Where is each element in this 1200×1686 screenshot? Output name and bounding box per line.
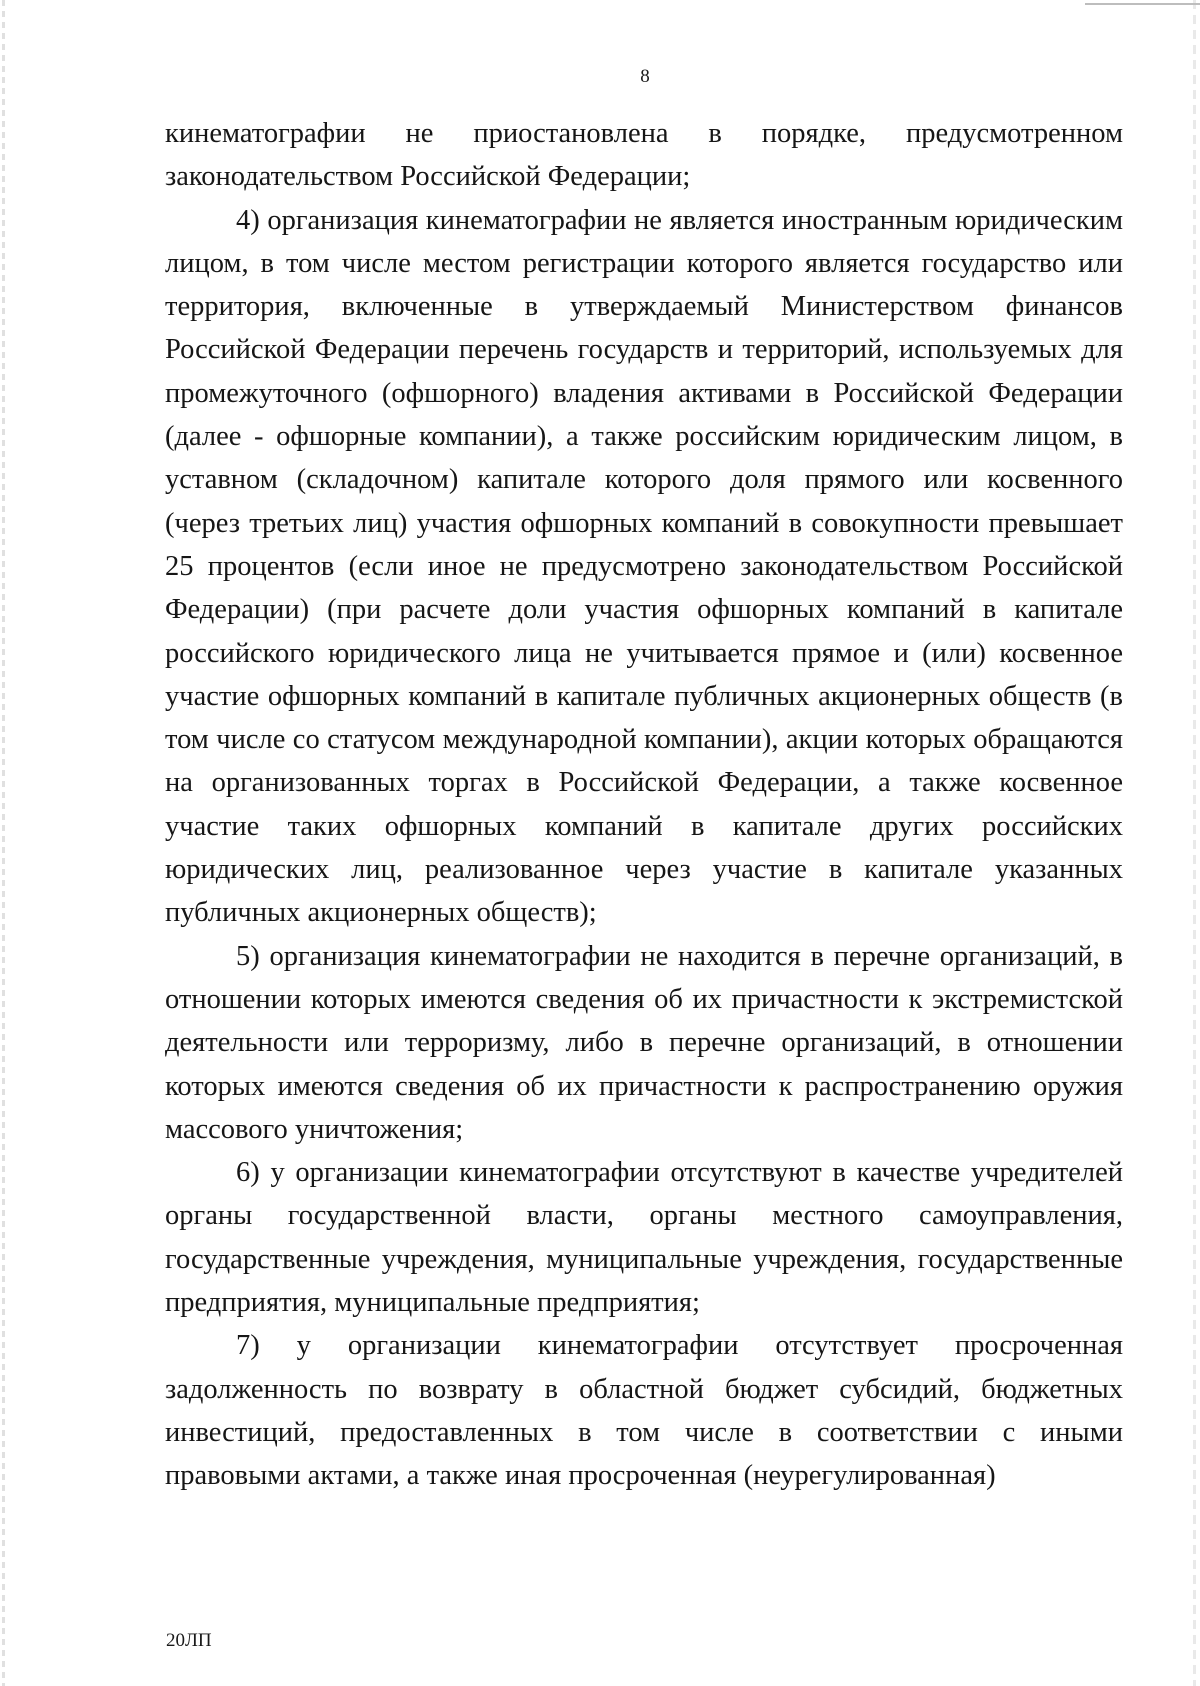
page-number: 8 (640, 66, 650, 87)
scan-top-line (1085, 3, 1200, 5)
scan-edge-left (2, 0, 5, 1686)
scan-edge-right (1193, 0, 1196, 1686)
paragraph-item-6: 6) у организации кинематографии отсутствуют в качестве учредителей органы государственной власти, органы местного самоуправления, государственные учреждения, муниципальные учреждения, государственные предприятия, муниципальные предприятия; (165, 1157, 1123, 1319)
footer-document-code: 20ЛП (166, 1630, 212, 1651)
paragraph-continuation: кинематографии не приостановлена в порядке, предусмотренном законодательством Российской Федерации; (165, 118, 1123, 193)
paragraph-item-7: 7) у организации кинематографии отсутствует просроченная задолженность по возврату в областной бюджет субсидий, бюджетных инвестиций, предоставленных в том числе в соответствии с иными правовыми актами, а также иная просроченная (неурегулированная) (165, 1330, 1123, 1492)
paragraph-item-5: 5) организация кинематографии не находится в перечне организаций, в отношении которых имеются сведения об их причастности к экстремистской деятельности или терроризму, либо в перечне организаций, в отношении которых имеются сведения об их причастности к распространению оружия массового уничтожения; (165, 940, 1123, 1145)
paragraph-item-4: 4) организация кинематографии не является иностранным юридическим лицом, в том числе местом регистрации которого является государство или территория, включенные в утверждаемый Министерством финансов Российской Федерации перечень государств и территорий, используемых для промежуточного (офшорного) владения активами в Российской Федерации (далее - офшорные компании), а также российским юридическим лицом, в уставном (складочном) капитале которого доля прямого или косвенного (через третьих лиц) участия офшорных компаний в совокупности превышает 25 процентов (если иное не предусмотрено законодательством Российской Федерации) (при расчете доли участия офшорных компаний в капитале российского юридического лица не учитывается прямое и (или) косвенное участие офшорных компаний в капитале публичных акционерных обществ (в том числе со статусом международной компании), акции которых обращаются на организованных торгах в Российской Федерации, а также косвенное участие таких офшорных компаний в капитале других российских юридических лиц, реализованное через участие в капитале указанных публичных акционерных обществ); (165, 204, 1123, 929)
body-text (165, 112, 1123, 1498)
